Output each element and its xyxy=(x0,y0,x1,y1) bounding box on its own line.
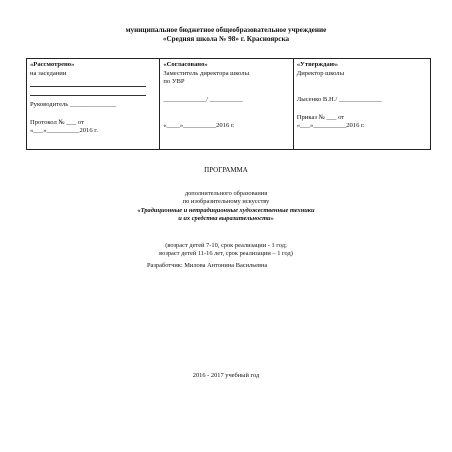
approval-cell-agreed xyxy=(160,59,293,150)
approved-position: Директор школы xyxy=(296,69,345,77)
program-age-line2: возраст детей 11-16 лет, срок реализации – 1 год) xyxy=(159,250,293,258)
school-header-line1: муниципальное бюджетное общеобразовательное учреждение xyxy=(125,26,327,34)
approved-order: Приказ № ___ от xyxy=(296,113,345,121)
school-header xyxy=(0,26,452,44)
program-details xyxy=(0,242,452,259)
reviewed-meeting: на заседании xyxy=(30,69,67,77)
program-name-line1: «Традиционные и нетрадиционные художественные техники xyxy=(137,206,315,214)
approval-cell-reviewed xyxy=(27,59,160,150)
program-description xyxy=(0,190,452,223)
academic-year: 2016 - 2017 учебный год xyxy=(192,372,260,379)
school-header-line2: «Средняя школа № 98» г. Красноярска xyxy=(162,35,290,43)
program-name-line2: и их средства выразительности» xyxy=(178,214,274,222)
reviewed-date: «___»__________2016 г. xyxy=(30,127,98,135)
program-age-line1: (возраст детей 7-10, срок реализации - 1 год; xyxy=(165,242,287,249)
agreed-date: «____»__________2016 г. xyxy=(163,122,235,130)
agreed-position-1: Заместитель директора школы xyxy=(163,69,250,77)
approved-date: «___»__________2016 г. xyxy=(296,122,365,130)
reviewed-blank-line-1 xyxy=(30,78,146,87)
approval-table xyxy=(26,58,431,150)
agreed-title: «Согласовано» xyxy=(163,61,208,68)
agreed-signature: _____________/ __________ xyxy=(163,95,243,103)
reviewed-head: Руководитель ______________ xyxy=(30,101,117,109)
approved-title: «Утверждаю» xyxy=(296,61,339,68)
program-desc-line2: по изобразительному искусству xyxy=(182,198,270,206)
approved-signature: Лысенко В.Н./ _____________ xyxy=(296,96,382,104)
agreed-position-2: по УВР xyxy=(163,78,185,86)
program-desc-line1: дополнительного образования xyxy=(184,190,268,197)
reviewed-protocol: Протокол № ___ от xyxy=(30,118,84,126)
reviewed-blank-line-2 xyxy=(30,87,146,96)
reviewed-title: «Рассмотрено» xyxy=(30,61,75,68)
program-title: ПРОГРАММА xyxy=(204,166,248,174)
program-developer: Разработчик: Милова Антонина Васильевна xyxy=(147,262,268,269)
approval-cell-approved xyxy=(293,59,430,150)
